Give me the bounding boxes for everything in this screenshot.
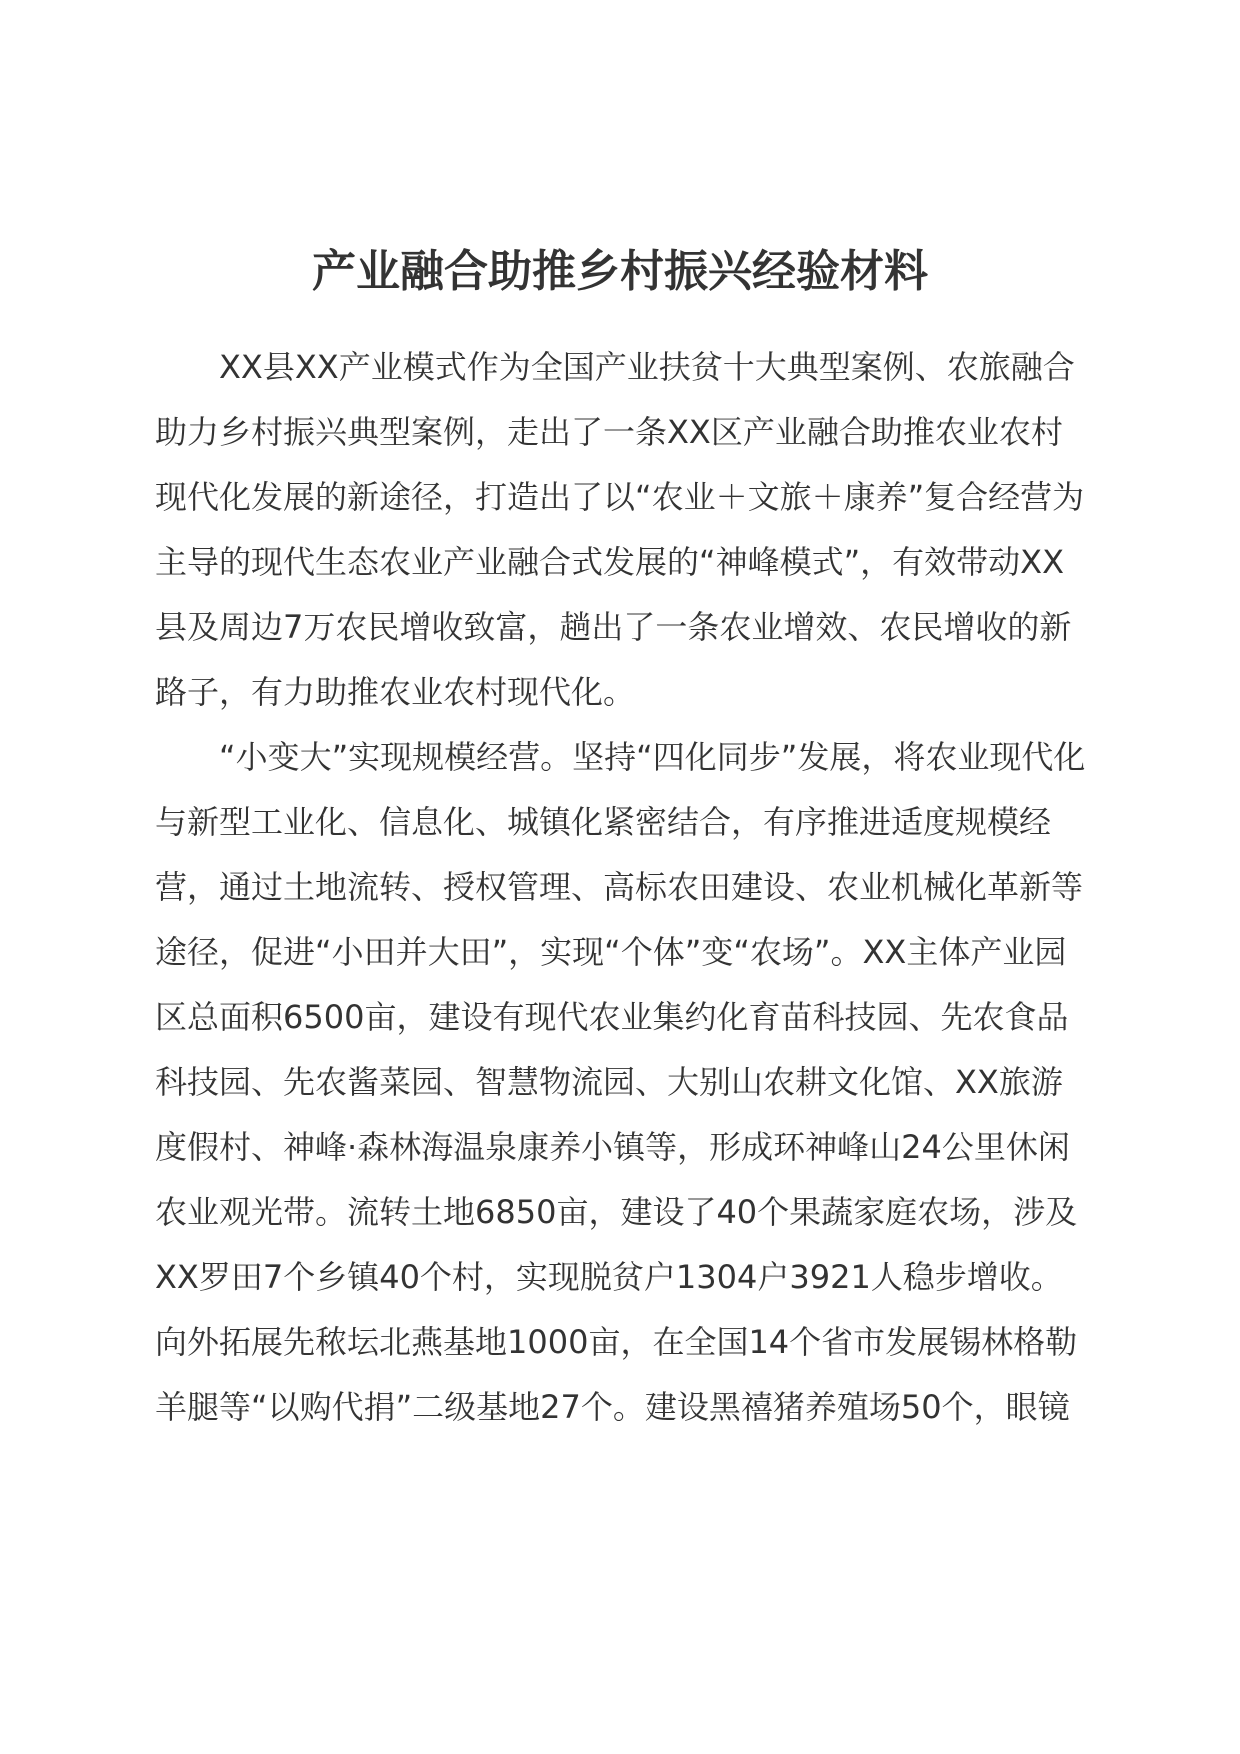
- paragraph-intro: XX县XX产业模式作为全国产业扶贫十大典型案例、农旅融合助力乡村振兴典型案例，走出了一条XX区产业融合助推农业农村现代化发展的新途径，打造出了以“农业＋文旅＋康养”复合经营为主导的现代生态农业产业融合式发展的“神峰模式”，有效带动XX县及周边7万农民增收致富，趟出了一条农业增效、农民增收的新路子，有力助推农业农村现代化。: [155, 348, 1085, 711]
- document-title: 产业融合助推乡村振兴经验材料: [312, 246, 928, 297]
- paragraph-scale-operation: “小变大”实现规模经营。坚持“四化同步”发展，将农业现代化与新型工业化、信息化、城镇化紧密结合，有序推进适度规模经营，通过土地流转、授权管理、高标农田建设、农业机械化革新等途径，促进“小田并大田”，实现“个体”变“农场”。XX主体产业园区总面积6500亩，建设有现代农业集约化育苗科技园、先农食品科技园、先农酱菜园、智慧物流园、大别山农耕文化馆、XX旅游度假村、神峰·森林海温泉康养小镇等，形成环神峰山24公里休闲农业观光带。流转土地6850亩，建设了40个果蔬家庭农场，涉及XX罗田7个乡镇40个村，实现脱贫户1304户3921人稳步增收。向外拓展先秾坛北燕基地1000亩，在全国14个省市发展锡林格勒羊腿等“以购代捐”二级基地27个。建设黑禧猪养殖场50个，眼镜: [155, 738, 1086, 1426]
- document-body: [155, 335, 1090, 1440]
